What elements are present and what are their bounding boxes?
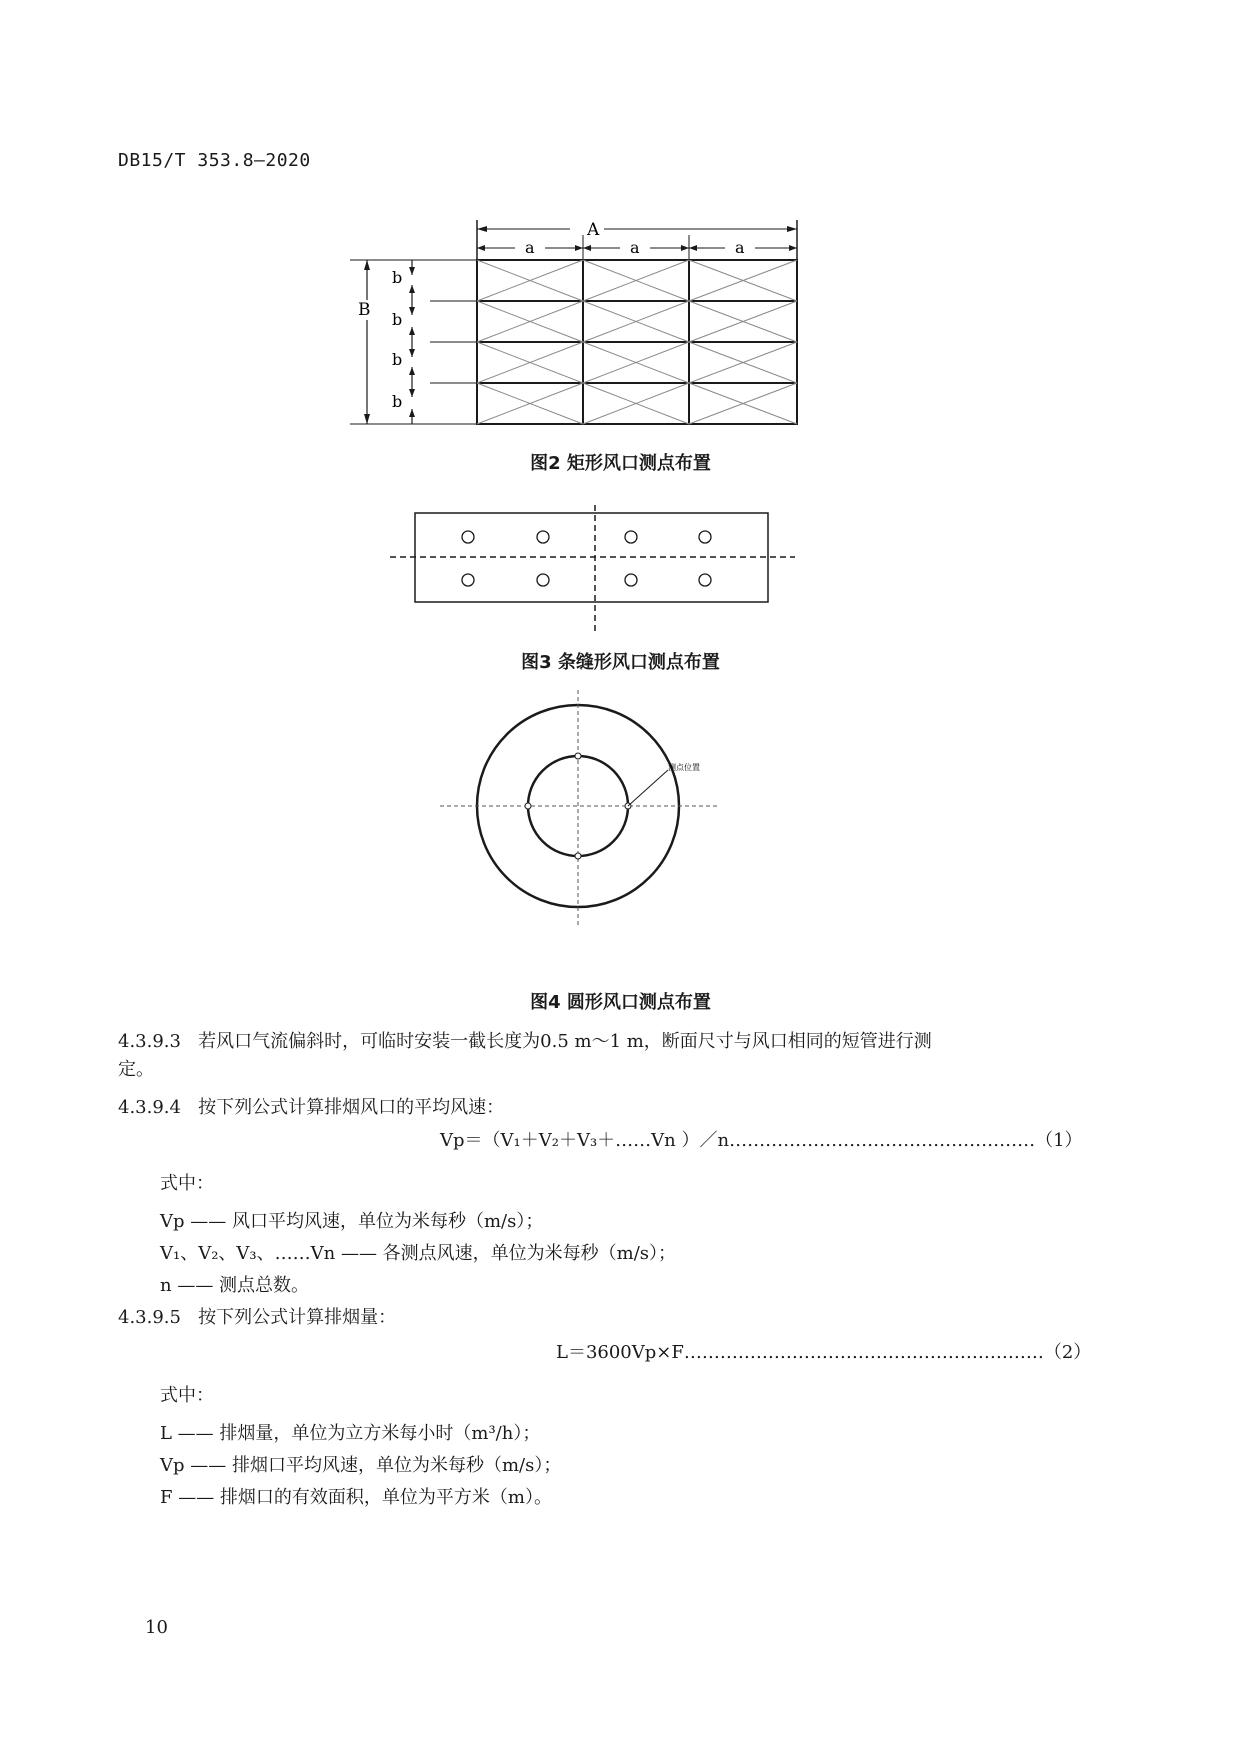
label-b-4: b <box>392 392 403 411</box>
definition-vp-2: Vp —— 排烟口平均风速，单位为米每秒（m/s）； <box>160 1455 562 1476</box>
formula-2-number: （2） <box>1043 1342 1092 1363</box>
definition-F: F —— 排烟口的有效面积，单位为平方米（m）。 <box>160 1487 552 1508</box>
section-4395 <box>118 1307 396 1329</box>
figure3-slot-diagram <box>385 505 805 635</box>
document-code: DB15/T 353.8—2020 <box>118 150 311 171</box>
definition-n: n —— 测点总数。 <box>160 1275 310 1296</box>
page-number: 10 <box>145 1617 168 1638</box>
label-a-2: a <box>630 238 640 257</box>
label-b-3: b <box>392 350 403 369</box>
formula-1-number: （1） <box>1035 1130 1083 1151</box>
label-b-2: b <box>392 310 403 329</box>
where-label-1: 式中： <box>160 1173 214 1194</box>
label-a-3: a <box>735 238 745 257</box>
section-number: 4.3.9.3 <box>118 1031 181 1052</box>
section-text: 若风口气流偏斜时，可临时安装一截长度为0.5 m～1 m，断面尺寸与风口相同的短管进行测 <box>198 1031 932 1052</box>
definition-L: L —— 排烟量，单位为立方米每小时（m³/h）； <box>160 1423 541 1444</box>
figure3-caption: 图3 条缝形风口测点布置 <box>521 652 720 673</box>
formula-1-leader: …………………………………………… <box>729 1130 1036 1151</box>
label-a-1: a <box>525 238 535 257</box>
section-number: 4.3.9.5 <box>118 1307 181 1328</box>
label-B: B <box>358 300 371 320</box>
figure4-caption: 图4 圆形风口测点布置 <box>530 992 711 1013</box>
figure2-rect-diagram <box>358 215 800 433</box>
formula-1 <box>440 1130 1083 1152</box>
figure4-circle-diagram <box>430 690 730 930</box>
definition-v-series: V₁、V₂、V₃、……Vn —— 各测点风速，单位为米每秒（m/s）； <box>160 1243 677 1264</box>
section-text: 按下列公式计算排烟量： <box>198 1307 397 1328</box>
formula-1-expression: Vp＝（V₁＋V₂＋V₃＋……Vn ）／n <box>440 1130 730 1151</box>
definition-vp: Vp —— 风口平均风速，单位为米每秒（m/s）； <box>160 1211 544 1232</box>
figure2-caption: 图2 矩形风口测点布置 <box>530 453 711 474</box>
formula-2 <box>556 1342 1091 1364</box>
section-number: 4.3.9.4 <box>118 1097 181 1118</box>
formula-2-leader: …………………………………………………… <box>683 1342 1044 1363</box>
measure-point-annotation: 测点位置 <box>668 763 700 772</box>
section-4394 <box>118 1097 504 1119</box>
section-4393 <box>118 1031 932 1053</box>
label-b-1: b <box>392 268 403 287</box>
where-label-2: 式中： <box>160 1385 214 1406</box>
section-text: 按下列公式计算排烟风口的平均风速： <box>198 1097 505 1118</box>
label-A: A <box>587 220 600 240</box>
formula-2-expression: L＝3600Vp×F <box>556 1342 684 1363</box>
section-4393-cont: 定。 <box>118 1059 154 1080</box>
